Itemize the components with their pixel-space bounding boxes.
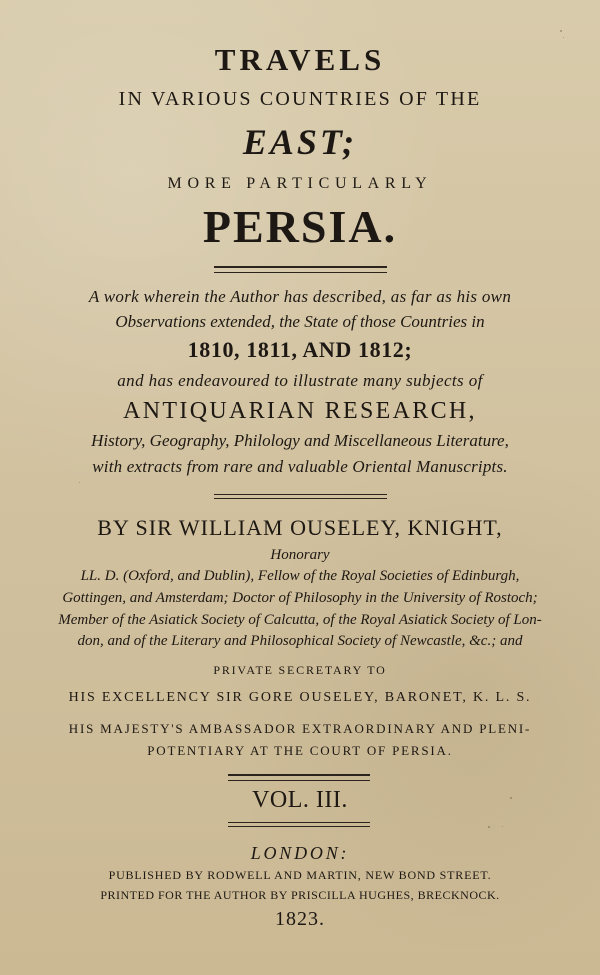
top-rule xyxy=(214,266,387,273)
volume-bottom-rule xyxy=(228,822,370,827)
description-line-3: 1810, 1811, AND 1812; xyxy=(187,337,413,362)
imprint-year: 1823. xyxy=(275,908,325,930)
imprint-publisher: PUBLISHED BY RODWELL AND MARTIN, NEW BOND STREET. xyxy=(108,868,492,882)
middle-rule xyxy=(214,494,387,499)
title-line-3: EAST; xyxy=(242,122,358,162)
description-line-2: Observations extended, the State of those Countries in xyxy=(115,312,485,331)
author-name-line: BY SIR WILLIAM OUSELEY, KNIGHT, xyxy=(97,515,503,540)
title-line-5: PERSIA. xyxy=(202,201,398,252)
paper-speck xyxy=(502,826,503,827)
description-line-5: ANTIQUARIAN RESEARCH, xyxy=(123,398,477,424)
author-affiliation-1: LL. D. (Oxford, and Dublin), Fellow of the Royal Societies of Edinburgh, xyxy=(80,568,520,584)
volume-label: VOL. III. xyxy=(252,787,348,813)
author-affiliation-4: don, and of the Literary and Philosophical Society of Newcastle, &c.; and xyxy=(77,633,523,649)
court-line: POTENTIARY AT THE COURT OF PERSIA. xyxy=(147,743,453,758)
paper-speck xyxy=(560,30,562,32)
paper-speck xyxy=(79,482,80,483)
majesty-line: HIS MAJESTY'S AMBASSADOR EXTRAORDINARY AND PLENI- xyxy=(68,721,532,736)
paper-speck xyxy=(563,37,564,38)
description-line-4: and has endeavoured to illustrate many subjects of xyxy=(117,371,483,390)
description-line-6: History, Geography, Philology and Miscellaneous Literature, xyxy=(91,431,509,450)
private-secretary-line: PRIVATE SECRETARY TO xyxy=(213,663,387,677)
author-affiliation-3: Member of the Asiatick Society of Calcutta, of the Royal Asiatick Society of Lon- xyxy=(58,612,542,628)
title-line-2: IN VARIOUS COUNTRIES OF THE xyxy=(118,88,482,110)
description-line-7: with extracts from rare and valuable Oriental Manuscripts. xyxy=(92,457,508,476)
paper-speck xyxy=(488,826,490,828)
imprint-printer: PRINTED FOR THE AUTHOR BY PRISCILLA HUGHES, BRECKNOCK. xyxy=(100,888,500,902)
imprint-place: LONDON: xyxy=(250,843,350,863)
title-line-4: MORE PARTICULARLY xyxy=(167,175,433,192)
paper-speck xyxy=(510,797,512,799)
description-line-1: A work wherein the Author has described, as far as his own xyxy=(88,287,512,306)
author-honorary: Honorary xyxy=(270,547,330,563)
author-affiliation-2: Gottingen, and Amsterdam; Doctor of Philosophy in the University of Rostoch; xyxy=(62,590,538,606)
title-main: TRAVELS xyxy=(214,42,386,77)
excellency-line: HIS EXCELLENCY SIR GORE OUSELEY, BARONET, K. L. S. xyxy=(68,690,532,705)
volume-top-rule xyxy=(228,774,370,781)
